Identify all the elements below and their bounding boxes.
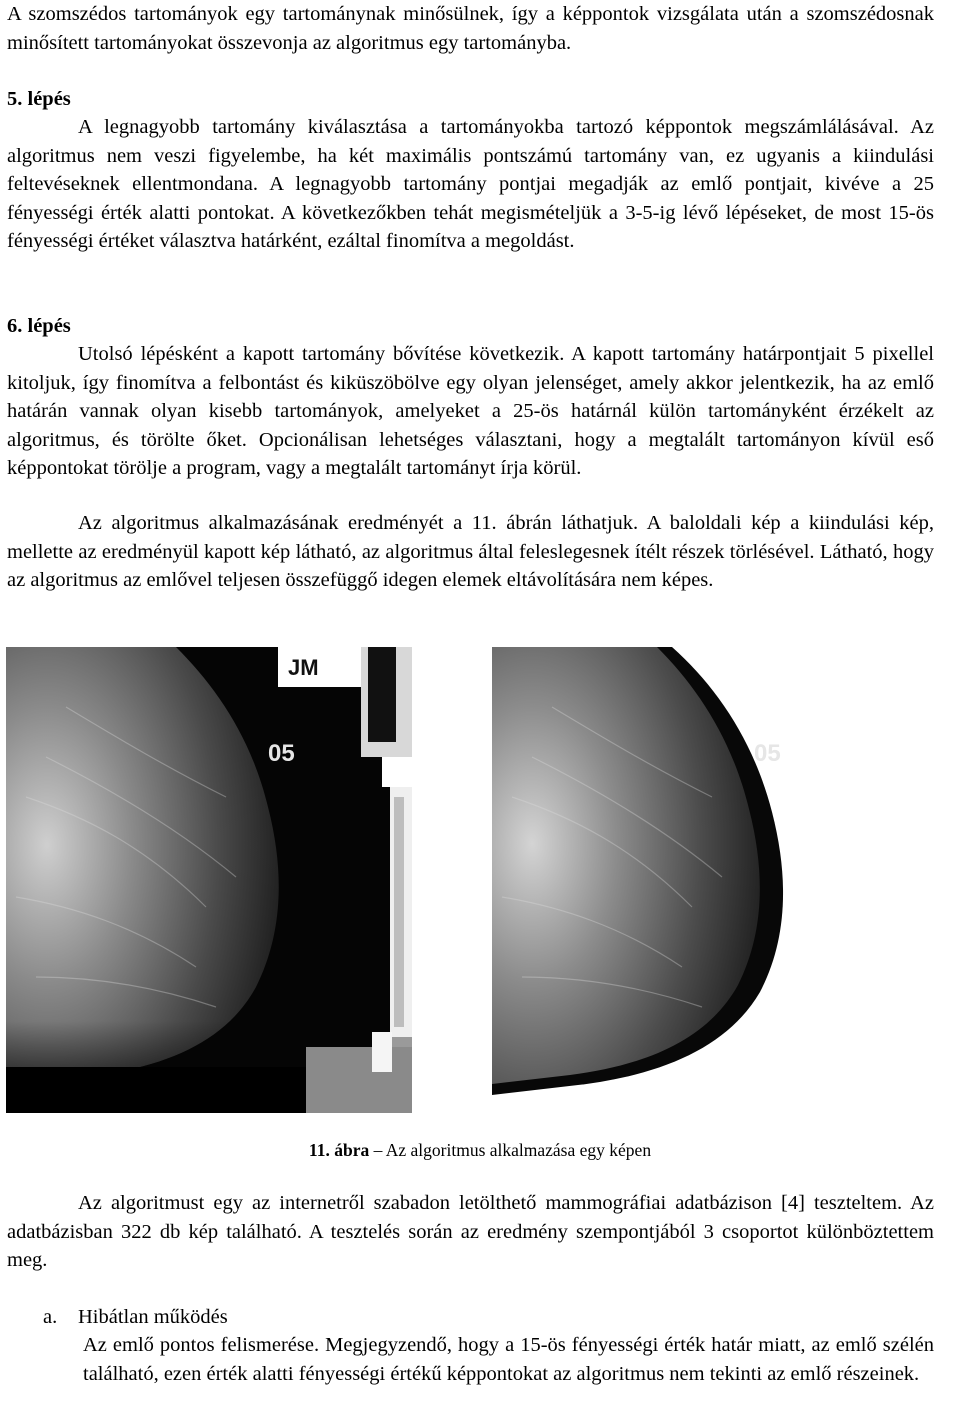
mammogram-original-drawing [6,647,412,1113]
mammogram-result-image [492,647,958,1113]
step6-paragraph-1: Utolsó lépésként a kapott tartomány bővítése következik. A kapott tartomány határpontjait 5 pixellel kitoljuk, így finomítva a felbontást és kiküszöbölve egy olyan jelenséget, amely akkor jelentkezik, ha az emlő határán vannak olyan kisebb tartományok, amelyeket a 25-ös határnál külön tartományként érzékelt az algoritmus, és törölte őket. Opcionálisan lehetséges választani, hogy a megtalált tartományon kívül eső képpontokat törölje a program, vagy a megtalált tartományt írja körül. [7,343,934,480]
step5-paragraph: A legnagyobb tartomány kiválasztása a tartományokba tartozó képpontok megszámlálásával. Az algoritmus nem veszi figyelembe, ha két maximális pontszámú tartomány van, ez ugyanis a kiindulási feltevéseknek ellentmondana. A legnagyobb tartomány pontjai megadják az emlő pontjait, kivéve a 25 fényességi érték alatti pontokat. A következőkben tehát megismételjük a 3-5-ig lévő lépéseket, de most 15-ös fényességi értéket választva határként, ezáltal finomítva a megoldást. [7,116,934,253]
figure-caption-text: – Az algoritmus alkalmazása egy képen [369,1140,652,1160]
step6-heading: 6. lépés [7,315,71,337]
marker-jm-label: JM [288,655,319,680]
marker-05-right: 05 [754,740,781,767]
figure-caption-number: 11. ábra [308,1140,370,1160]
mammogram-result-drawing [492,647,958,1113]
figure-caption [0,1136,960,1165]
list-item-a-label: a. [43,1306,58,1328]
mammogram-original-image [6,647,412,1113]
list-item-a-text: Az emlő pontos felismerése. Megjegyzendő, hogy a 15-ös fényességi érték határ miatt, az emlő szélén található, ezen érték alatti fényességi értékű képpontokat az algoritmus nem tekinti az emlő részeinek. [83,1334,934,1385]
marker-05-left: 05 [268,740,295,767]
test-paragraph: Az algoritmust egy az internetről szabadon letölthető mammográfiai adatbázison [4] teszteltem. Az adatbázisban 322 db kép található. A tesztelés során az eredmény szempontjából 3 csoportot különböztettem meg. [7,1192,934,1272]
step6-paragraph-2: Az algoritmus alkalmazásának eredményét a 11. ábrán láthatjuk. A baloldali kép a kiindulási kép, mellette az eredményül kapott kép látható, az algoritmus által feleslegesnek ítélt részek törlésével. Látható, hogy az algoritmus az emlővel teljesen összefüggő idegen elemek eltávolítására nem képes. [7,512,934,592]
list-item-a-title: Hibátlan működés [78,1306,228,1328]
intro-paragraph: A szomszédos tartományok egy tartománynak minősülnek, így a képpontok vizsgálata után a szomszédosnak minősített tartományokat összevonja az algoritmus egy tartományba. [7,3,934,54]
step5-heading: 5. lépés [7,88,71,110]
mammogram-figure [0,647,950,1113]
